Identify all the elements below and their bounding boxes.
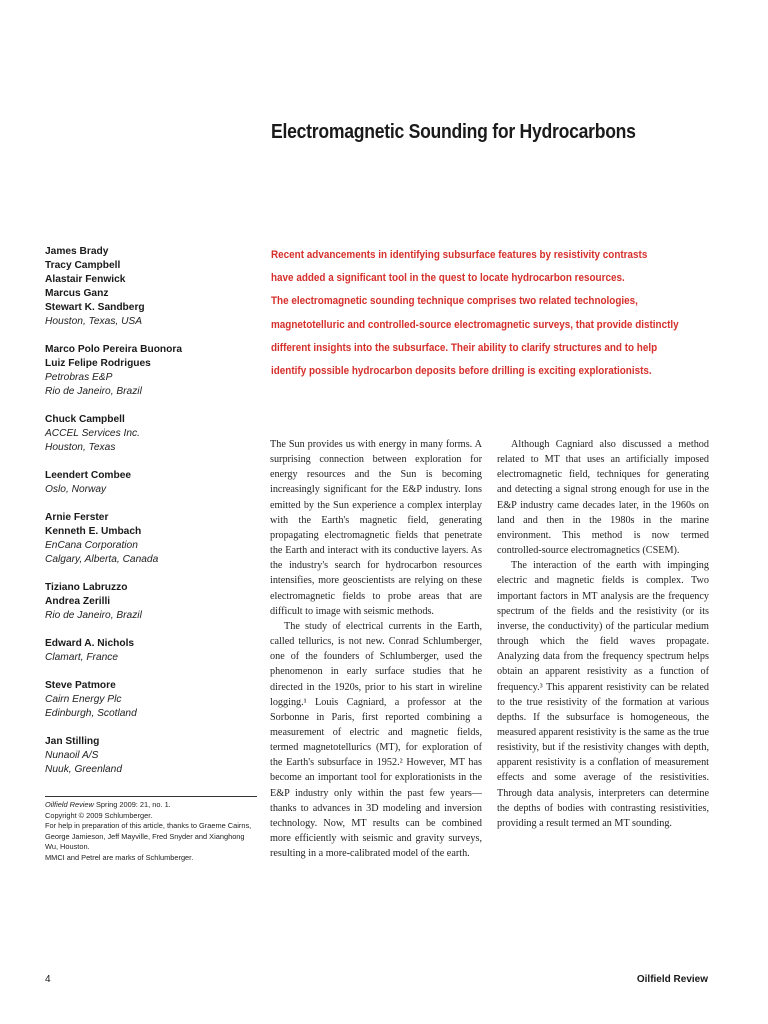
author-group-3 — [45, 413, 255, 455]
author-affiliation: Edinburgh, Scotland — [45, 708, 137, 719]
author-affiliation: Rio de Janeiro, Brazil — [45, 386, 142, 397]
author-name: Chuck Campbell — [45, 414, 125, 425]
author-group-1 — [45, 245, 255, 329]
author-name: Leendert Combee — [45, 470, 132, 481]
abstract-line: The electromagnetic sounding technique comprises two related technologies, — [271, 295, 638, 308]
author-name: Arnie Ferster — [45, 512, 109, 523]
abstract — [271, 244, 721, 383]
author-name: Marco Polo Pereira Buonora — [45, 344, 182, 355]
acknowledgements: For help in preparation of this article, thanks to Graeme Cairns, George Jamieson, Jeff Mayville, Fred Snyder and Xianghong Wu, Houston. — [45, 821, 252, 851]
author-name: Alastair Fenwick — [45, 274, 126, 285]
author-affiliation: Nunaoil A/S — [45, 750, 99, 761]
author-affiliation: Oslo, Norway — [45, 484, 107, 495]
author-group-9 — [45, 735, 255, 777]
author-name: Andrea Zerilli — [45, 596, 111, 607]
author-list — [45, 245, 255, 791]
author-name: Stewart K. Sandberg — [45, 302, 145, 313]
author-affiliation: EnCana Corporation — [45, 540, 138, 551]
author-name: Kenneth E. Umbach — [45, 526, 142, 537]
author-group-2 — [45, 343, 255, 399]
trademark-note: MMCI and Petrel are marks of Schlumberger. — [45, 852, 194, 862]
author-name: Tracy Campbell — [45, 260, 121, 271]
page-number: 4 — [45, 974, 51, 985]
copyright-line: Copyright © 2009 Schlumberger. — [45, 810, 153, 820]
citation-journal: Oilfield Review — [45, 800, 94, 809]
author-name: James Brady — [45, 246, 109, 257]
author-affiliation: Petrobras E&P — [45, 372, 113, 383]
journal-name: Oilfield Review — [636, 974, 708, 985]
author-name: Steve Patmore — [45, 680, 116, 691]
author-affiliation: Nuuk, Greenland — [45, 764, 123, 775]
author-group-4 — [45, 469, 255, 497]
citation-issue: Spring 2009: 21, no. 1. — [93, 800, 171, 809]
body-paragraph: The study of electrical currents in the Earth, called tellurics, is not new. Conrad Schlumberger, one of the founders of Schlumberger, used the phenomenon in early surface studies that he directed in the 1920s, prior to his start in wireline logging.¹ Louis Cagniard, a professor at the Sorbonne in Paris, first reported combining a measurement of electric and magnetic fields, termed magnetotellurics (MT), for exploration of the Earth's subsurface in 1952.² However, MT has become an important tool for explorationists in the E&P industry only within the past few years—thanks to advances in 3D modeling and inversion technology. Now, MT results can be combined more efficiently with seismic and gravity surveys, resulting in a more-calibrated model of the earth. — [270, 620, 482, 860]
author-name: Jan Stilling — [45, 736, 100, 747]
author-group-7 — [45, 637, 255, 665]
body-column-left — [270, 437, 482, 861]
author-affiliation: Houston, Texas — [45, 442, 116, 453]
abstract-line: Recent advancements in identifying subsurface features by resistivity contrasts — [271, 249, 648, 261]
author-group-8 — [45, 679, 255, 721]
article-footnote — [45, 796, 257, 863]
body-paragraph: The Sun provides us with energy in many forms. A surprising connection between exploration for energy resources and the Sun is becoming increasingly significant for the E&P industry. Ions emitted by the Sun experience a complex interplay with the Earth's magnetic field, generating propagating electromagnetic fields that penetrate the Earth and interact with its conductive layers. As the industry's search for hydrocarbon resources intensifies, more geoscientists are relying on these electromagnetic fields to probe areas that are difficult to image with seismic methods. — [270, 439, 482, 617]
body-paragraph: The interaction of the earth with impinging electric and magnetic fields is complex. Two important factors in MT analysis are the frequency spectrum of the fields and the resistivity (or its inverse, the conductivity) of the particular medium through which the field waves propagate. Analyzing data from the frequency spectrum helps obtain an apparent resistivity as a function of frequency.³ This apparent resistivity can be related to the true resistivity of the formation at various depths. If the subsurface is homogeneous, the measured apparent resistivity is the same as the true resistivity, but if the resistivity changes with depth, apparent resistivity is a conflation of measurement effects and some average of the resistivities. Through data analysis, interpreters can determine the depths of bodies with contrasting resistivities, providing a result termed an MT sounding. — [497, 560, 709, 829]
author-name: Edward A. Nichols — [45, 638, 135, 649]
author-affiliation: ACCEL Services Inc. — [45, 428, 140, 439]
author-name: Luiz Felipe Rodrigues — [45, 358, 151, 369]
author-affiliation: Cairn Energy Plc — [45, 694, 122, 705]
citation-line — [45, 800, 257, 811]
author-affiliation: Houston, Texas, USA — [45, 316, 143, 327]
author-affiliation: Rio de Janeiro, Brazil — [45, 610, 142, 621]
author-group-5 — [45, 511, 255, 567]
article-title: Electromagnetic Sounding for Hydrocarbons — [271, 121, 636, 143]
author-group-6 — [45, 581, 255, 623]
abstract-line: magnetotelluric and controlled-source electromagnetic surveys, that provide distinctly — [271, 318, 679, 331]
author-affiliation: Calgary, Alberta, Canada — [45, 554, 159, 565]
body-column-right — [497, 437, 709, 831]
abstract-line: identify possible hydrocarbon deposits before drilling is exciting explorationists. — [271, 365, 652, 378]
author-name: Tiziano Labruzzo — [45, 582, 128, 593]
body-paragraph: Although Cagniard also discussed a method related to MT that uses an artificially imposed electromagnetic field, techniques for generating and detecting a signal strong enough for use in the E&P industry came decades later, in the 1960s on land and then in the 1980s in the marine environment. This method is now termed controlled-source electromagnetics (CSEM). — [497, 439, 709, 557]
abstract-line: have added a significant tool in the quest to locate hydrocarbon resources. — [271, 272, 625, 285]
abstract-line: different insights into the subsurface. Their ability to clarify structures and to help — [271, 341, 658, 354]
author-affiliation: Clamart, France — [45, 652, 119, 663]
author-name: Marcus Ganz — [45, 288, 109, 299]
